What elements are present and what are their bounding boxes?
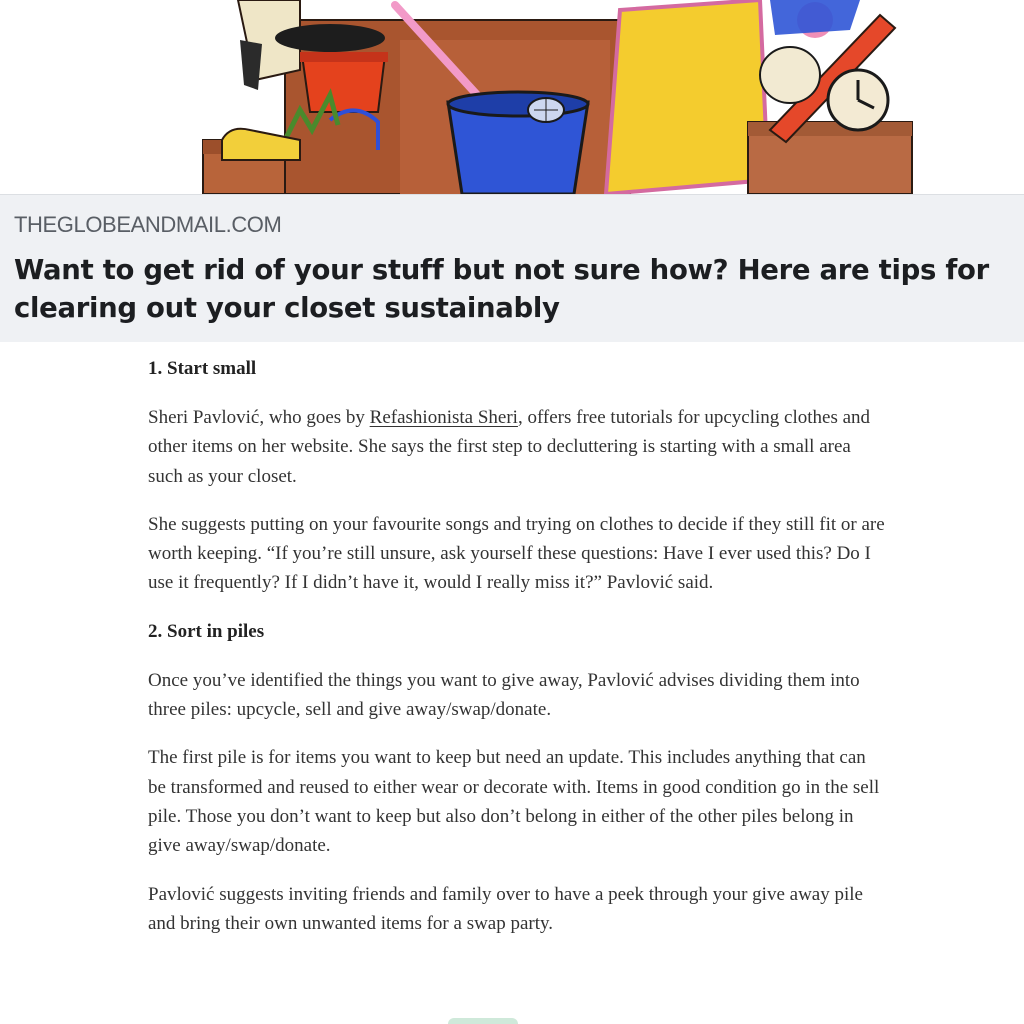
scroll-hint	[448, 1018, 518, 1024]
paragraph-text: Sheri Pavlović, who goes by	[148, 407, 370, 428]
section-heading-sort-in-piles: 2. Sort in piles	[148, 620, 265, 642]
article-body	[148, 354, 888, 957]
paragraph: Once you’ve identified the things you want to give away, Pavlović advises dividing them into three piles: upcycle, sell and give away/swap/donate.	[148, 669, 860, 721]
section-heading-start-small: 1. Start small	[148, 358, 257, 379]
link-headline[interactable]: Want to get rid of your stuff but not sure how? Here are tips for clearing out your closet sustainably	[14, 254, 989, 324]
clutter-pile-illustration	[0, 0, 1024, 194]
link-domain[interactable]: THEGLOBEANDMAIL.COM	[14, 212, 282, 237]
paragraph	[148, 403, 888, 491]
paragraph: She suggests putting on your favourite songs and trying on clothes to decide if they still fit or are worth keeping. “If you’re still unsure, ask yourself these questions: Have I ever used this? Do I use it frequently? If I didn’t have it, would I really miss it?” Pavlović said.	[148, 513, 885, 594]
refashionista-link[interactable]: Refashionista Sheri	[369, 407, 518, 428]
paragraph: The first pile is for items you want to keep but need an update. This includes anything that can be transformed and reused to either wear or decorate with. Items in good condition go in the sell pile. Those you don’t want to keep but also don’t belong in either of the other piles belong in give away/swap/donate.	[148, 747, 880, 857]
hero-illustration[interactable]	[0, 0, 1024, 194]
paragraph: Pavlović suggests inviting friends and family over to have a peek through your give away pile and bring their own unwanted items for a swap party.	[148, 883, 863, 934]
paragraph-text: , offers free tutorials for upcycling clothes and other items on her website. She says the first step to decluttering is starting with a small area such as your closet.	[148, 407, 871, 487]
